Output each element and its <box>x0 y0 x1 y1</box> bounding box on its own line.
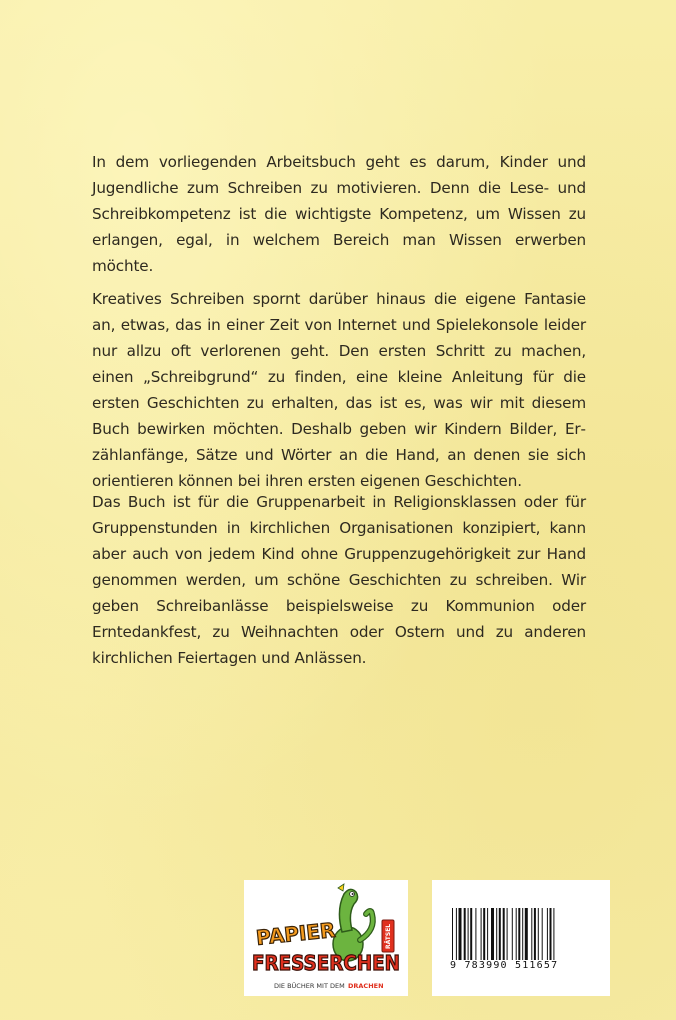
publisher-logo <box>244 880 408 996</box>
usage-paragraph: Das Buch ist für die Gruppenarbeit in Religionsklassen oder für Gruppenstunden in kirchlichen Organisationen konzipiert, kann aber auch von jedem Kind ohne Gruppenzugehörigkeit zur Hand genommen werden, um schöne Geschichten zu schreiben. Wir geben Schreibanlässe beispielsweise zu Kommunion oder Erntedankfest, zu Weihnachten oder Ostern und zu anderen kirchlichen Feiertagen und Anlässen. <box>92 493 586 667</box>
barcode-bar <box>499 908 501 960</box>
dragon-logo-icon <box>244 880 408 996</box>
barcode-bar <box>483 908 485 960</box>
barcode-bar <box>534 908 536 960</box>
logo-word-fresserchen: FRESSERCHEN <box>252 951 400 975</box>
barcode-bar <box>456 908 457 960</box>
barcode-bar <box>538 908 539 960</box>
barcode-bar <box>459 908 462 960</box>
barcode-bar <box>503 908 505 960</box>
barcode-bar <box>542 908 543 960</box>
isbn-number: 9 783990 511657 <box>450 960 559 971</box>
barcode-bar <box>475 908 476 960</box>
barcode-bar <box>487 908 488 960</box>
barcode-bar <box>496 908 497 960</box>
barcode-bar <box>452 908 453 960</box>
barcode-bar <box>468 908 469 960</box>
creative-writing-paragraph: Kreatives Schreiben spornt darüber hinaus die eigene Fantasie an, etwas, das in einer Zeit von Internet und Spielekonsole leider nur allzu oft verlorenen geht. Den ersten Schritt zu machen, einen „Schreibgrund“ zu finden, eine kleine Anleitung für die ersten Geschichten zu erhalten, das ist es, was wir mit diesem Buch bewirken möchten. Deshalb geben wir Kindern Bilder, Erzählanfänge, Sätze und Wörter an die Hand, an denen sie sich orientieren können bei ihren ersten eigenen Geschichten. <box>92 290 586 490</box>
barcode-bar <box>481 908 482 960</box>
barcode-bar <box>525 908 528 960</box>
book-label: RÄTSEL <box>385 923 392 949</box>
intro-paragraph: In dem vorliegenden Arbeitsbuch geht es darum, Kinder und Jugendliche zum Schreiben zu motivieren. Denn die Lese- und Schreibkompetenz ist die wichtigste Kompetenz, um Wissen zu erlangen, egal, in welchem Bereich man Wissen erwerben möchte. <box>92 153 586 275</box>
barcode-bar <box>491 908 494 960</box>
barcode-bar <box>547 908 548 960</box>
logo-tagline: DIE BÜCHER MIT DEM <box>274 982 345 990</box>
barcode-bar <box>522 908 523 960</box>
barcode-bar <box>553 908 554 960</box>
logo-word-papier: PAPIER <box>254 917 337 950</box>
barcode-bar <box>512 908 513 960</box>
barcode-bar <box>518 908 520 960</box>
barcode-bar <box>470 908 472 960</box>
barcode-bar <box>550 908 552 960</box>
barcode-bar <box>507 908 508 960</box>
barcode-bar <box>516 908 517 960</box>
barcode-bar <box>531 908 532 960</box>
barcode-icon <box>452 908 592 960</box>
barcode-bar <box>464 908 466 960</box>
barcode-panel <box>432 880 610 996</box>
logo-tagline-highlight: DRACHEN <box>348 982 384 990</box>
